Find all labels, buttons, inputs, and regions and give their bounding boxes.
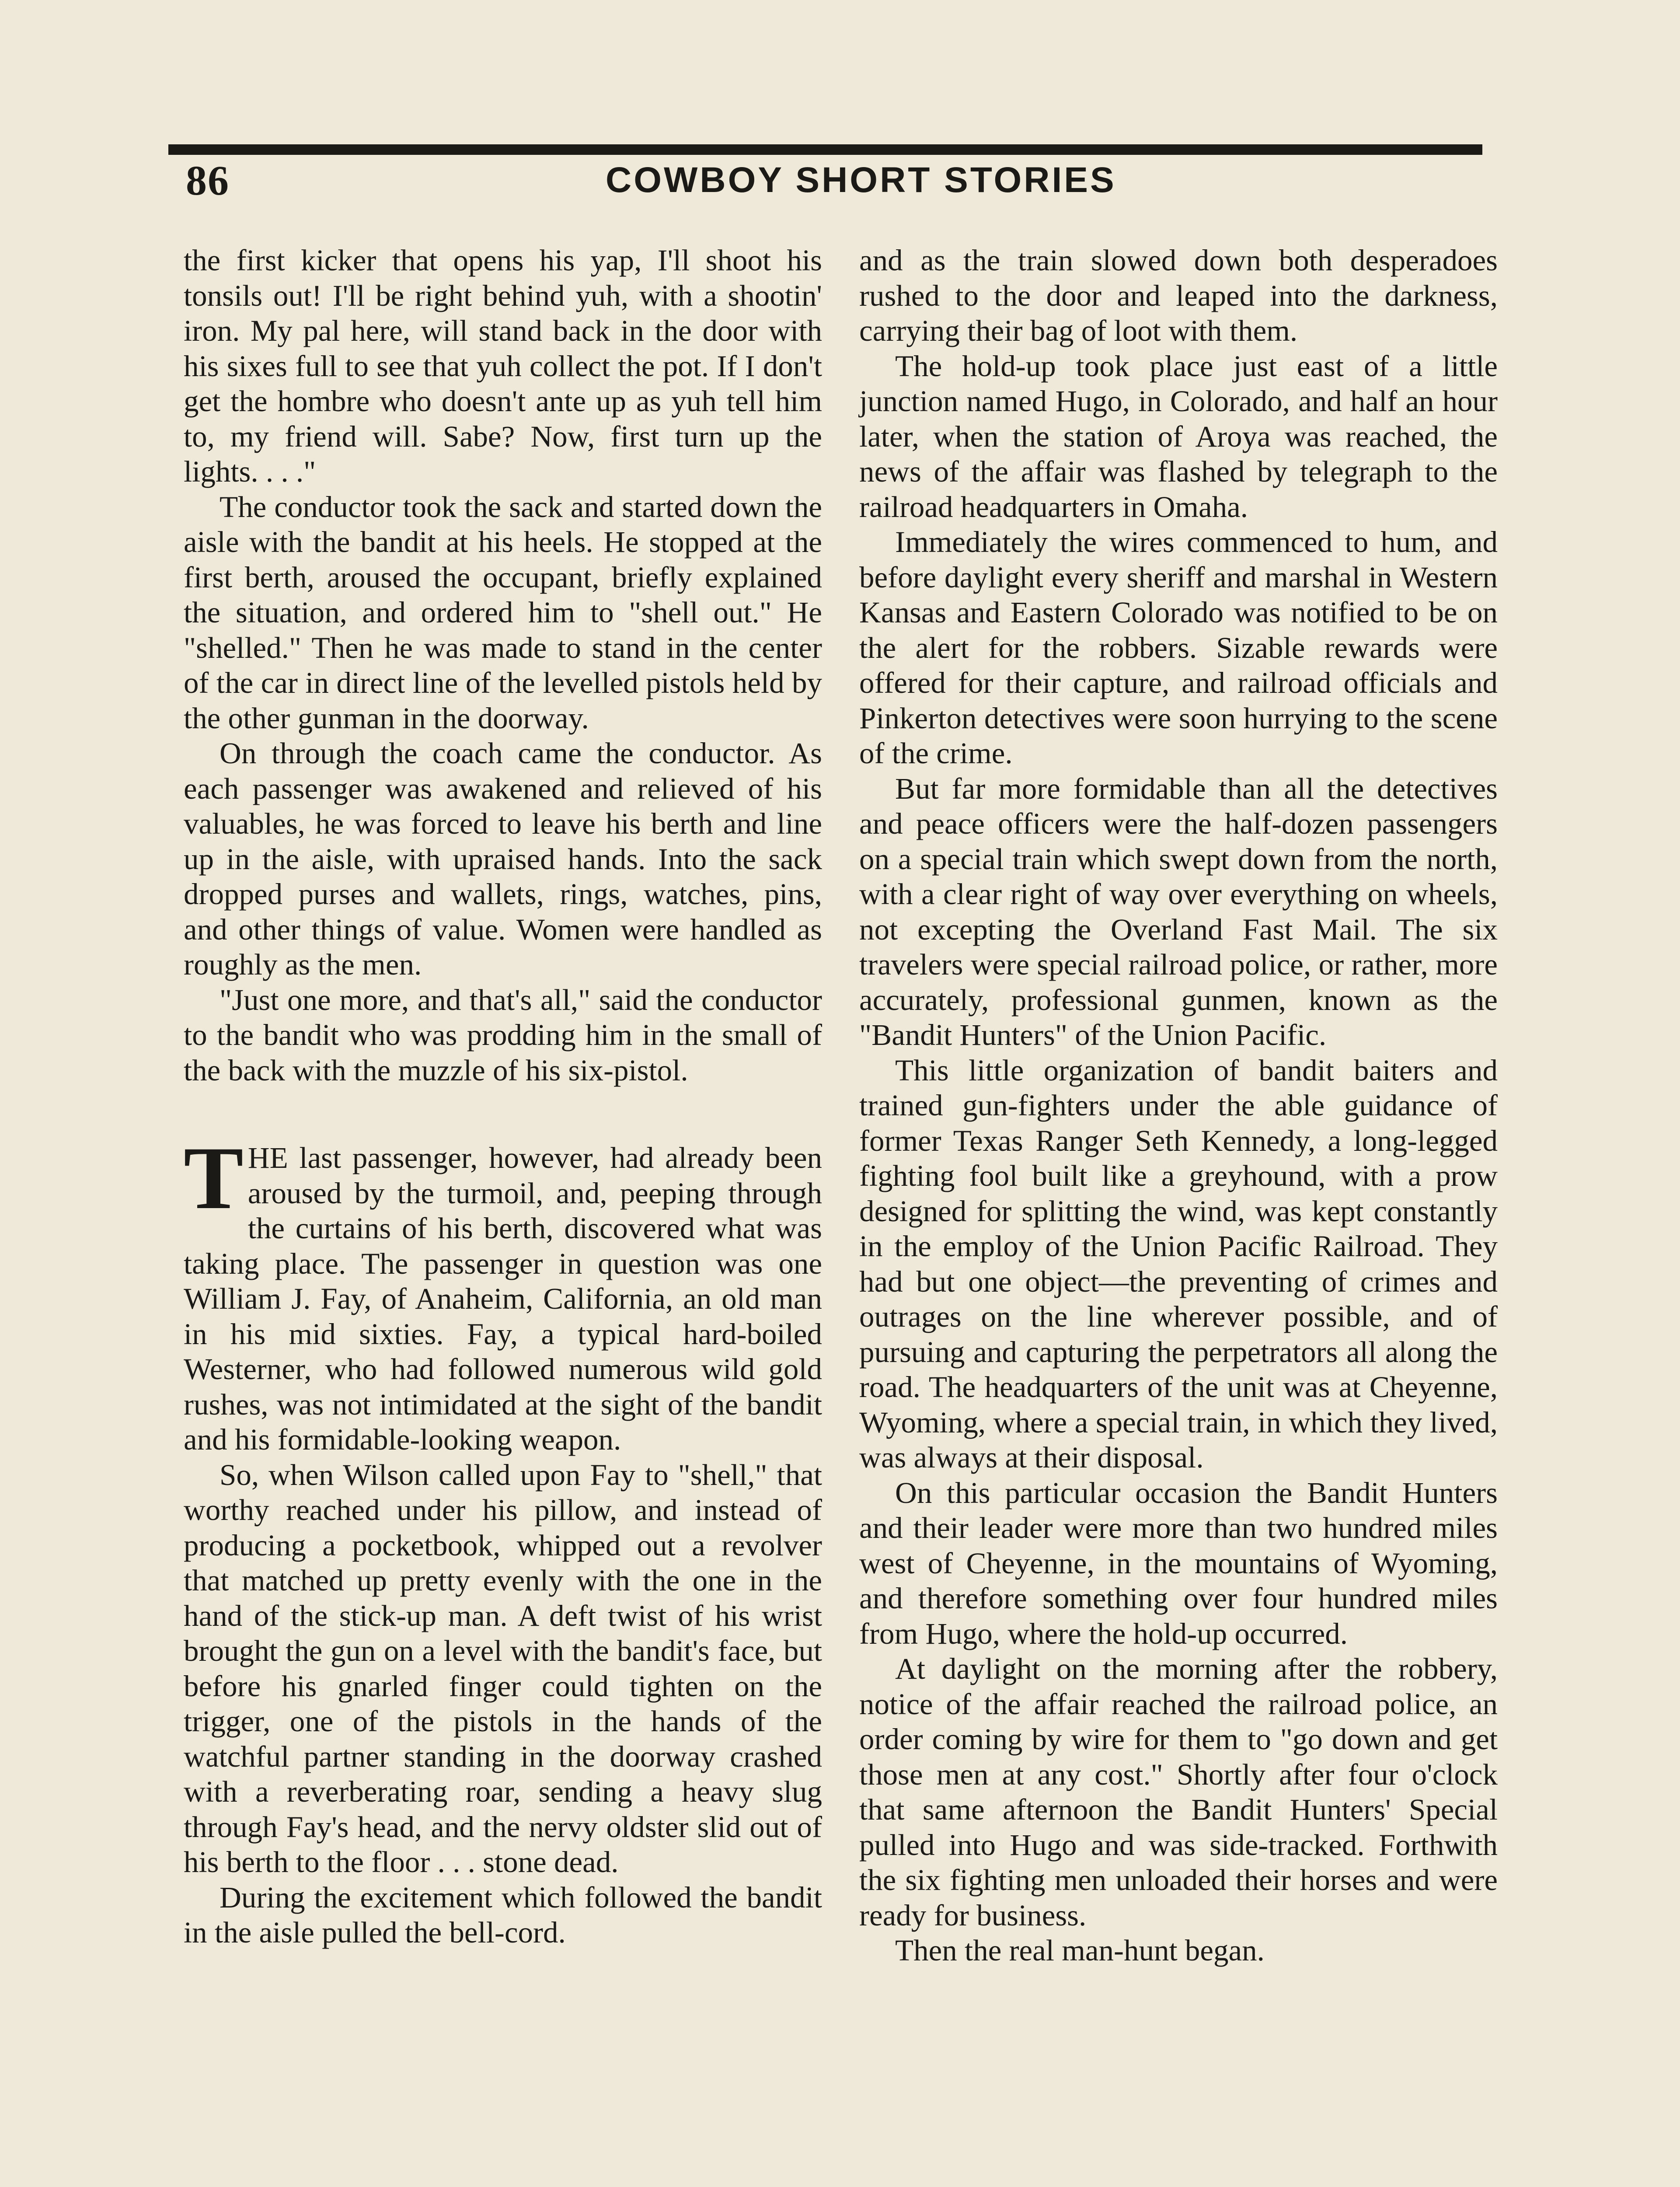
paragraph: the first kicker that opens his yap, I'll shoot his tonsils out! I'll be right behind yuh, with a shootin' iron. My pal here, will stand back in the door with his sixes full to see that yuh collect the pot. If I don't get the hombre who doesn't ante up as yuh tell him to, my friend will. Sabe? Now, first turn up the lights. . . ." (184, 244, 822, 488)
paragraph: Then the real man-hunt began. (895, 1934, 1265, 1967)
header-rule (168, 144, 1482, 155)
paragraph: This little organization of bandit baiters and trained gun-fighters under the able guidance of former Texas Ranger Seth Kennedy, a long-legged fighting fool built like a greyhound, with a prow designed for splitting the wind, was kept constantly in the employ of the Union Pacific Railroad. They had but one object—the preventing of crimes and outrages on the line wherever possible, and of pursuing and capturing the perpetrators all along the road. The headquarters of the unit was at Cheyenne, Wyoming, where a special train, in which they lived, was always at their disposal. (859, 1053, 1498, 1474)
paragraph: The hold-up took place just east of a little junction named Hugo, in Colorado, and half an hour later, when the station of Aroya was reached, the news of the affair was flashed by telegraph to the railroad headquarters in Omaha. (859, 349, 1498, 524)
paragraph: Immediately the wires commenced to hum, and before daylight every sheriff and marshal in Western Kansas and Eastern Colorado was notified to be on the alert for the robbers. Sizable rewards were offered for their capture, and railroad officials and Pinkerton detectives were soon hurrying to the scene of the crime. (859, 525, 1498, 770)
right-column (859, 243, 1498, 1968)
paragraph: "Just one more, and that's all," said the conductor to the bandit who was prodding him in the small of the back with the muzzle of his six-pistol. (184, 983, 822, 1087)
paragraph: At daylight on the morning after the robbery, notice of the affair reached the railroad police, an order coming by wire for them to "go down and get those men at any cost." Shortly after four o'clock that same afternoon the Bandit Hunters' Special pulled into Hugo and was side-tracked. Forthwith the six fighting men unloaded their horses and were ready for business. (859, 1652, 1498, 1932)
paragraph: On this particular occasion the Bandit Hunters and their leader were more than two hundred miles west of Cheyenne, in the mountains of Wyoming, and therefore something over four hundred miles from Hugo, where the hold-up occurred. (859, 1476, 1498, 1650)
paragraph: So, when Wilson called upon Fay to "shell," that worthy reached under his pillow, and instead of producing a pocketbook, whipped out a revolver that matched up pretty evenly with the one in the hand of the stick-up man. A deft twist of his wrist brought the gun on a level with the bandit's face, but before his gnarled finger could tighten on the trigger, one of the pistols in the hands of the watchful partner standing in the doorway crashed with a reverberating roar, sending a heavy slug through Fay's head, and the nervy oldster slid out of his berth to the floor . . . stone dead. (184, 1458, 822, 1879)
paragraph-text: HE last passenger, however, had already been aroused by the turmoil, and, peeping through the curtains of his berth, discovered what was taking place. The passenger in question was one William J. Fay, of Anaheim, California, an old man in his mid sixties. Fay, a typical hard-boiled Westerner, who had followed numerous wild gold rushes, was not intimidated at the sight of the bandit and his formidable-looking weapon. (184, 1141, 822, 1456)
paragraph: The conductor took the sack and started down the aisle with the bandit at his heels. He stopped at the first berth, aroused the occupant, briefly explained the situation, and ordered him to "shell out." He "shelled." Then he was made to stand in the center of the car in direct line of the levelled pistols held by the other gunman in the doorway. (184, 490, 822, 735)
paragraph: On through the coach came the conductor. As each passenger was awakened and relieved of his valuables, he was forced to leave his berth and line up in the aisle, with upraised hands. Into the sack dropped purses and wallets, rings, watches, pins, and other things of value. Women were handled as roughly as the men. (184, 737, 822, 981)
left-column (184, 243, 822, 1950)
drop-cap: T (184, 1128, 244, 1228)
section-opening-paragraph (184, 1128, 822, 1457)
page-header (168, 131, 1482, 210)
paragraph: and as the train slowed down both desperadoes rushed to the door and leaped into the darkness, carrying their bag of loot with them. (859, 244, 1498, 347)
page-number: 86 (186, 157, 230, 204)
paragraph: But far more formidable than all the detectives and peace officers were the half-dozen passengers on a special train which swept down from the north, with a clear right of way over everything on wheels, not excepting the Overland Fast Mail. The six travelers were special railroad police, or rather, more accurately, professional gunmen, known as the "Bandit Hunters" of the Union Pacific. (859, 772, 1498, 1052)
paragraph: During the excitement which followed the bandit in the aisle pulled the bell-cord. (184, 1880, 822, 1949)
running-title: COWBOY SHORT STORIES (606, 160, 1116, 200)
